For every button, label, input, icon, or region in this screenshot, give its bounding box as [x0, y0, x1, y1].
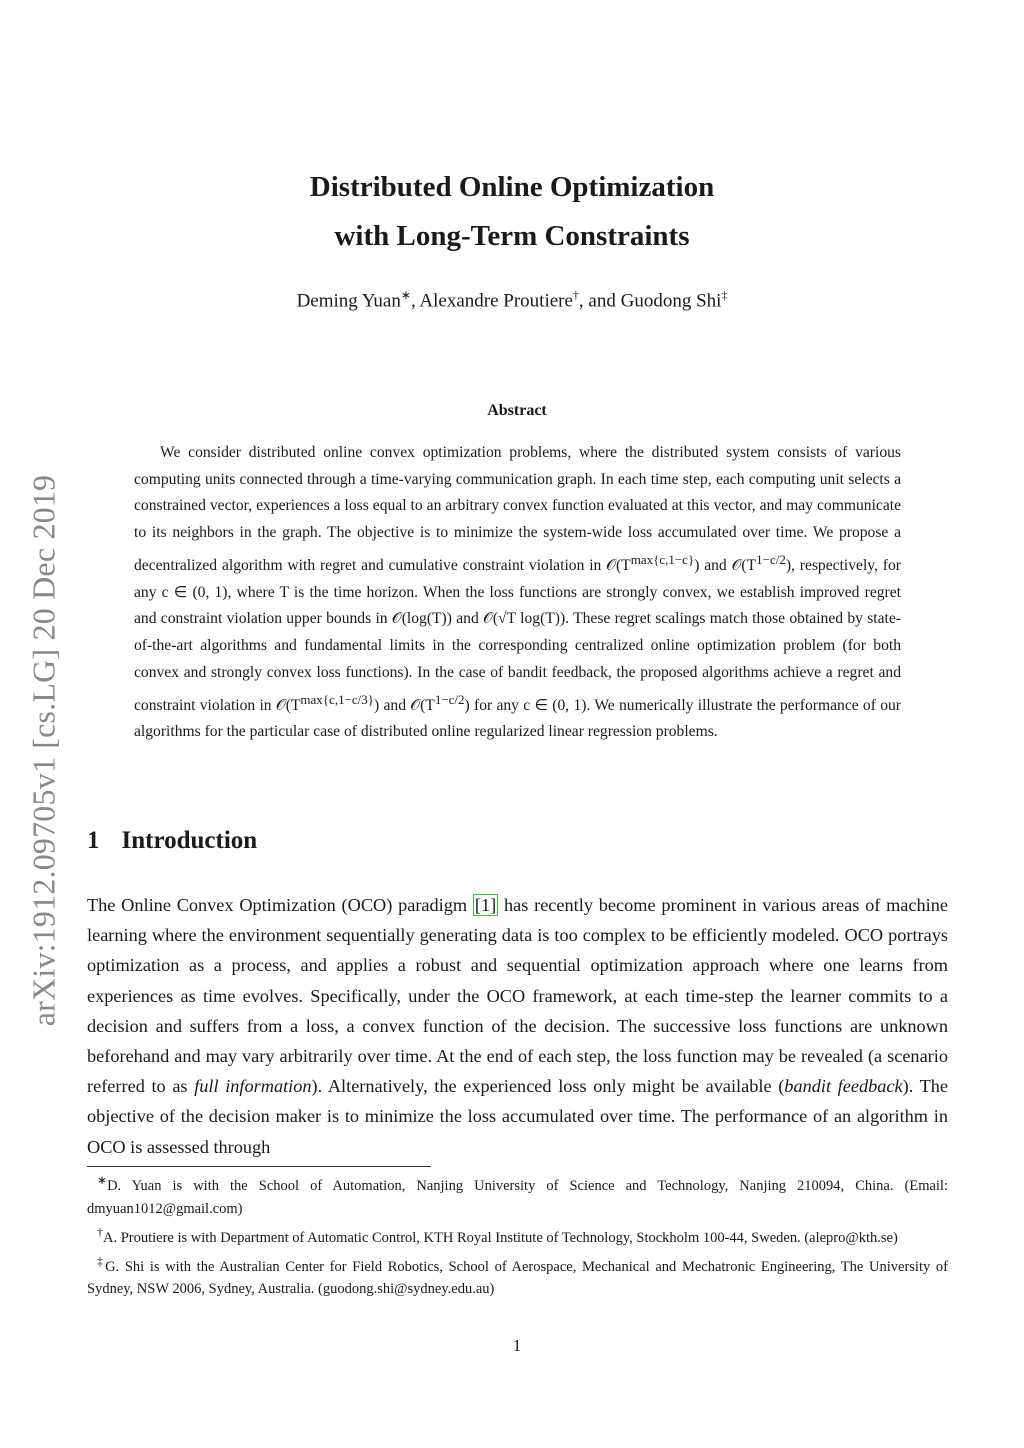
abstract-body [134, 440, 901, 746]
title-line-2: with Long-Term Constraints [334, 220, 690, 252]
body-text: has recently become prominent in various areas of machine learning where the environment sequentially generating data is too complex to be efficiently modeled. OCO portrays optimization as a process, and applies a robust and sequential optimization approach where one learns from experiences as time evolves. Specifically, under the OCO framework, at each time-step the learner commits to a decision and suffers from a loss, a convex function of the decision. The successive loss functions are unknown beforehand and may vary arbitrarily over time. At the end of each step, the loss function may be revealed (a scenario referred to as [87, 895, 949, 1097]
footnote-text: G. Shi is with the Australian Center for Field Robotics, School of Aerospace, Mechanical and Mechatronic Engineering, The University of Sydney, NSW 2006, Sydney, Australia. (guodong.shi@sydney.edu.au) [87, 1258, 948, 1298]
footnote-text: A. Proutiere is with Department of Automatic Control, KTH Royal Institute of Technology, Stockholm 100-44, Sweden. (alepro@kth.se) [103, 1229, 898, 1246]
emphasis-text: full information [194, 1076, 312, 1097]
author-mark: ∗ [400, 288, 411, 302]
intro-paragraph [87, 890, 948, 1162]
abstract-text: ), respectively, for any c ∈ (0, 1), where T is the time horizon. When the loss functions are strongly convex, we establish improved regret and constraint violation upper bounds in [134, 557, 901, 628]
math-superscript: max{c,1−c} [630, 551, 695, 567]
footnote-text: D. Yuan is with the School of Automation, Nanjing University of Science and Technology, Nanjing 210094, China. (Email: dmyuan1012@gmail.com) [87, 1177, 948, 1217]
footnote-rule [87, 1166, 431, 1167]
math-expression: 𝒪(√T log(T)) [483, 610, 566, 628]
paper-title [0, 163, 1024, 261]
section-title: Introduction [121, 827, 258, 854]
body-text: The Online Convex Optimization (OCO) paradigm [87, 895, 473, 915]
footnote [87, 1221, 948, 1250]
math-expression: 𝒪(T [731, 557, 757, 574]
title-line-1: Distributed Online Optimization [309, 171, 715, 203]
abstract-text: and [451, 610, 484, 628]
math-superscript: 1−c/2 [434, 691, 465, 707]
page-number: 1 [512, 1336, 522, 1355]
abstract-heading: Abstract [487, 402, 547, 419]
math-expression: 𝒪(log(T)) [391, 610, 452, 628]
footnotes [87, 1169, 948, 1301]
author-name: Deming Yuan [296, 290, 401, 312]
math-expression: 𝒪(T [410, 696, 435, 714]
author-mark: ‡ [721, 288, 728, 302]
footnote-mark: ∗ [97, 1173, 108, 1187]
citation-link[interactable]: [1] [474, 895, 497, 915]
author-mark: † [572, 288, 579, 302]
author-list [0, 281, 1024, 315]
footnote-mark: † [97, 1224, 103, 1239]
abstract-text: ) for any c ∈ (0, 1). We numerically illustrate the performance of our algorithms for the particular case of distributed online regularized linear regression problems. [134, 696, 901, 741]
arxiv-identifier: arXiv:1912.09705v1 [cs.LG] 20 Dec 2019 [25, 474, 62, 1026]
body-text: ). Alternatively, the experienced loss only might be available ( [311, 1076, 785, 1097]
abstract-text: We consider distributed online convex optimization problems, where the distributed system consists of various computing units connected through a time-varying communication graph. In each time step, each computing unit selects a constrained vector, experiences a loss equal to an arbitrary convex function evaluated at this vector, and may communicate to its neighbors in the graph. The objective is to minimize the system-wide loss accumulated over time. We propose a decentralized algorithm with regret and cumulative constraint violation in [134, 444, 901, 574]
footnote [87, 1169, 948, 1221]
abstract-text: . These regret scalings match those obtained by state-of-the-art algorithms and fundamental limits in the corresponding centralized online optimization problem (for both convex and strongly convex loss functions). In the case of bandit feedback, the proposed algorithms achieve a regret and constraint violation in [134, 610, 901, 714]
author-separator: , [410, 290, 420, 312]
section-heading [87, 827, 257, 855]
abstract-text: ) and [694, 557, 732, 574]
section-number: 1 [87, 827, 100, 854]
math-expression: 𝒪(T [606, 557, 631, 574]
emphasis-text: bandit feedback [784, 1076, 903, 1097]
arxiv-side-stamp [14, 445, 74, 1055]
author-separator: , and [578, 290, 621, 312]
math-expression: 𝒪(T [275, 696, 301, 714]
body-text: ). The objective of the decision maker is to minimize the loss accumulated over time. The performance of an algorithm in OCO is assessed through [87, 1076, 948, 1157]
footnote [87, 1250, 948, 1302]
math-superscript: max{c,1−c/3} [300, 691, 375, 707]
author-name: Guodong Shi [620, 290, 722, 312]
math-superscript: 1−c/2 [756, 551, 786, 567]
abstract-text: ) and [374, 696, 411, 714]
footnote-mark: ‡ [97, 1253, 106, 1268]
author-name: Alexandre Proutiere [419, 290, 573, 312]
